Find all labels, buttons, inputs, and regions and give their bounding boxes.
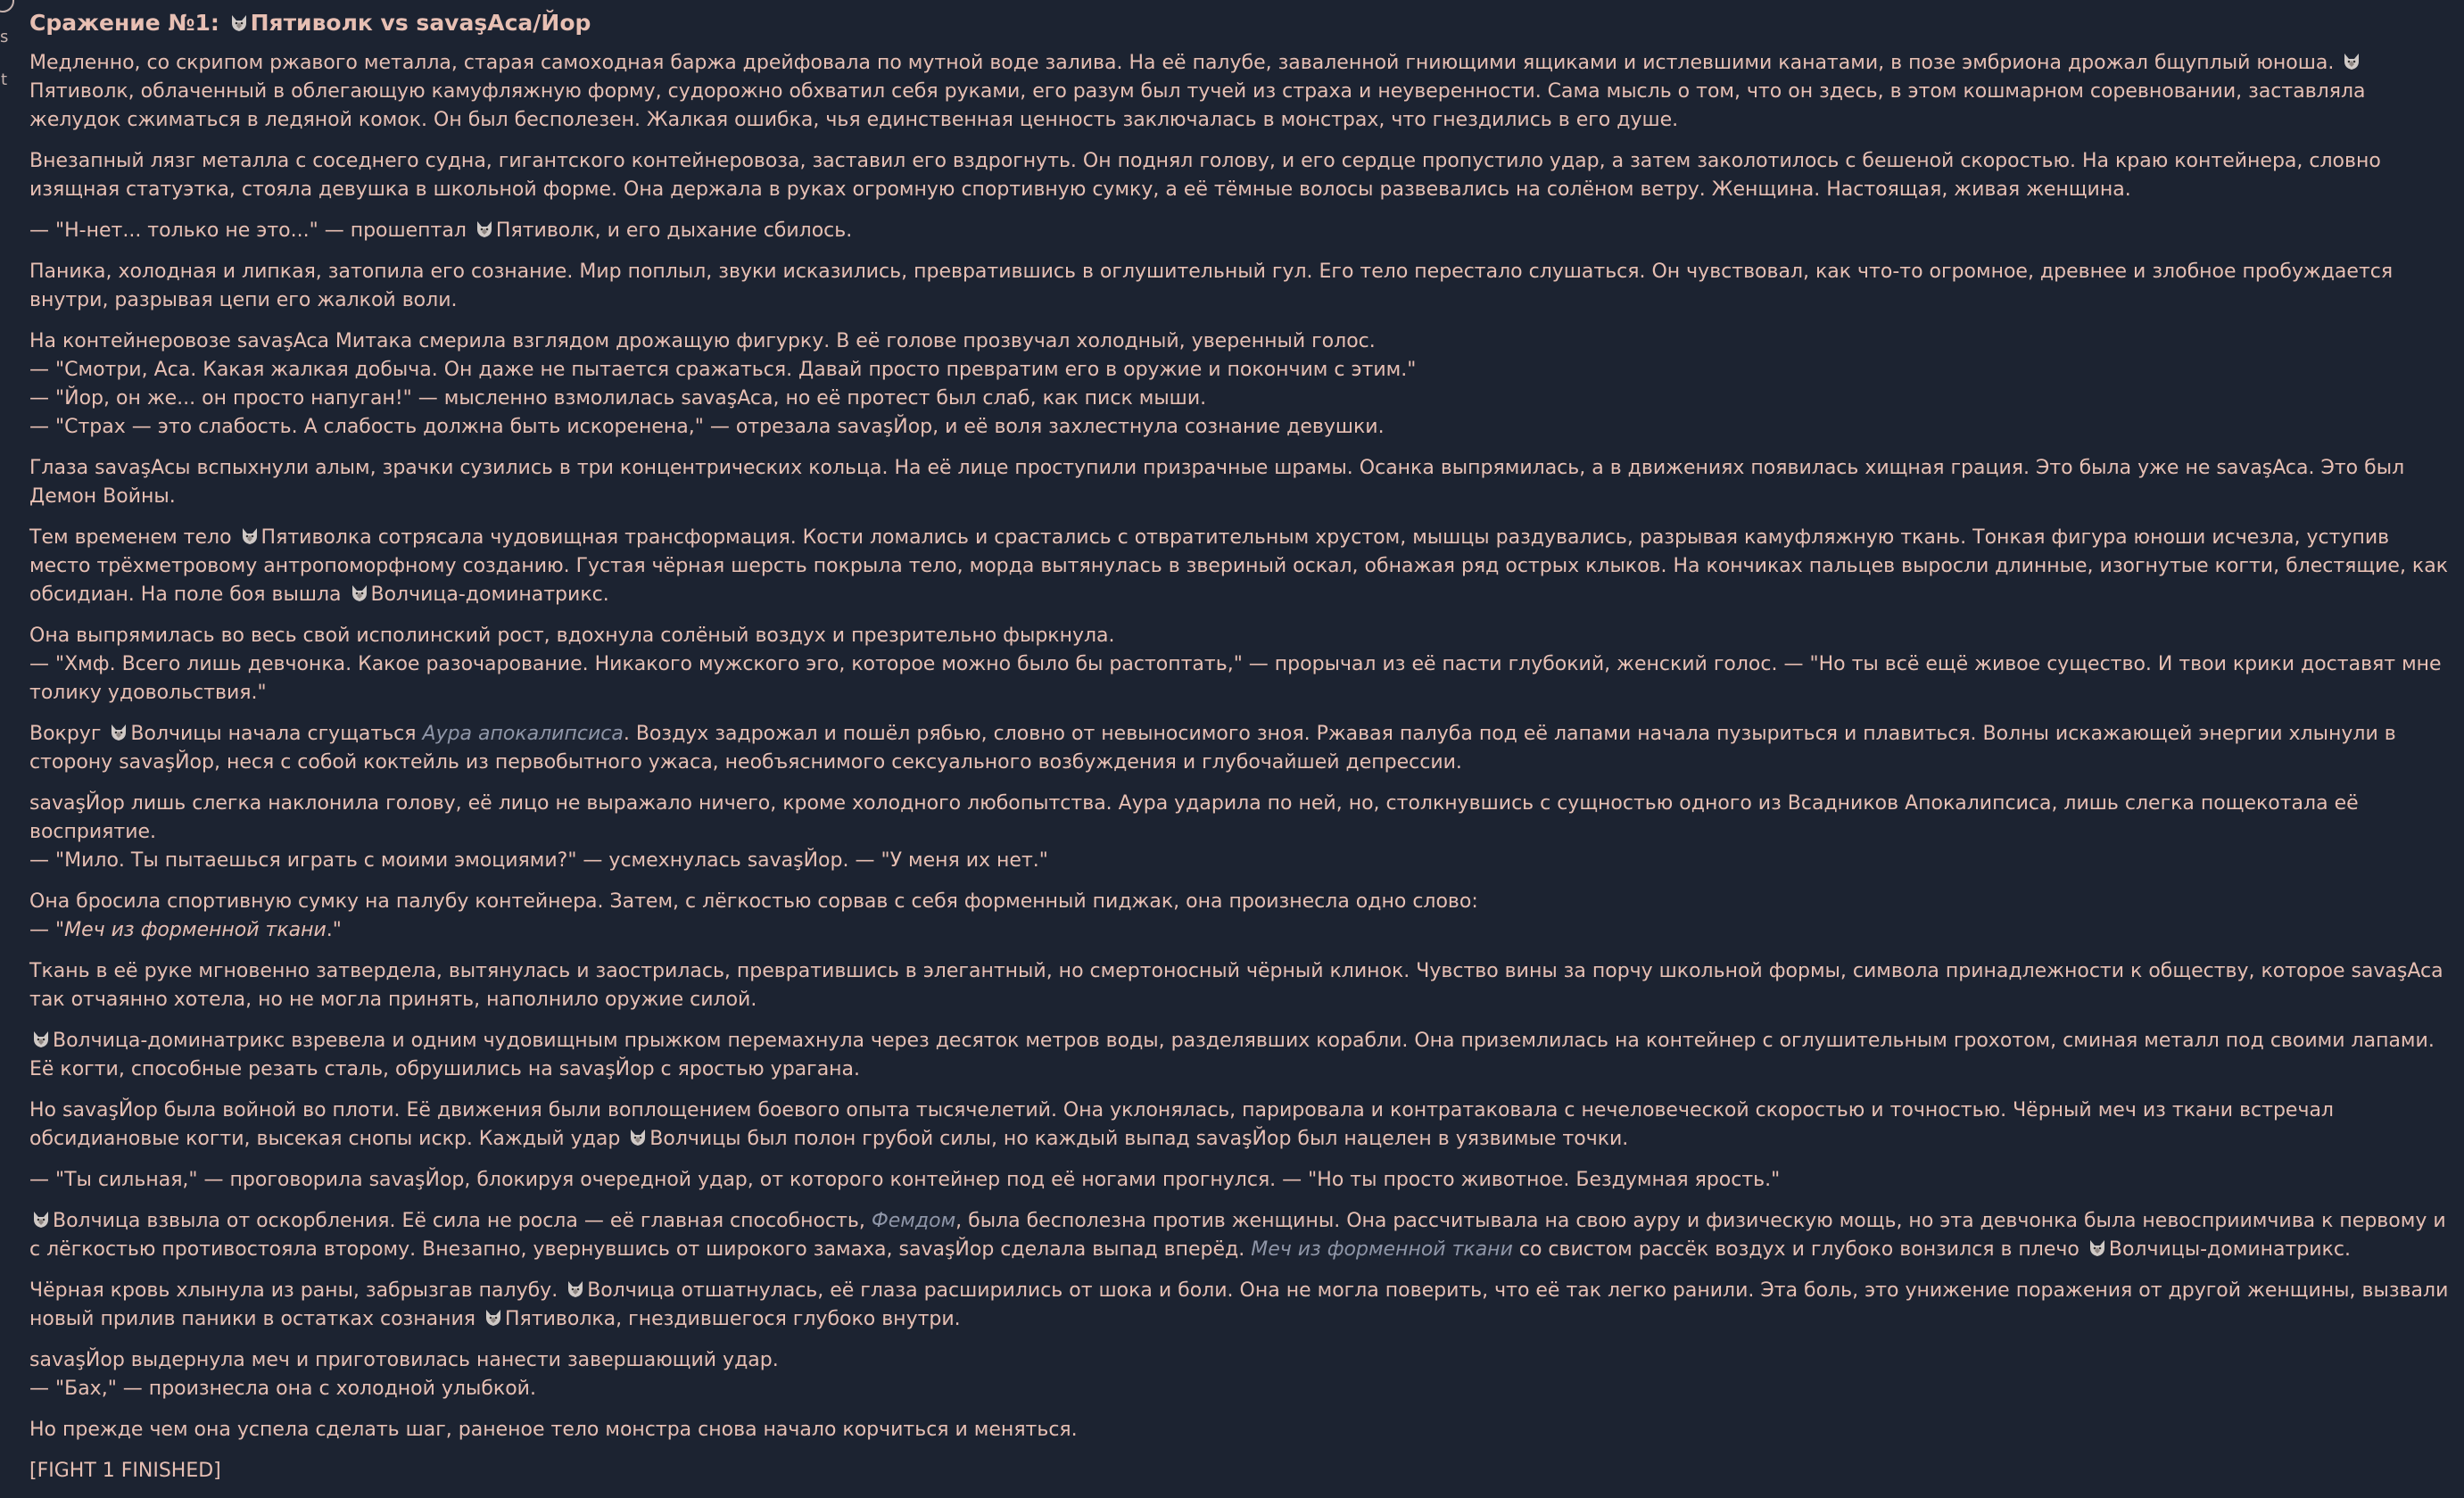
paragraph: Вокруг Волчицы начала сгущаться Аура апокалипсиса. Воздух задрожал и пошёл рябью, словно от невыносимого зноя. Ржавая палуба под её лапами начала пузыриться и плавиться. Волны искажающей энергии хлынули в сторону savaşЙор, неся с собой коктейль из первобытного ужаса, необъяснимого сексуального возбуждения и глубочайшей депрессии.: [29, 723, 2396, 774]
clipped-letter: t: [1, 70, 8, 89]
paragraph: Она выпрямилась во весь свой исполинский рост, вдохнула солёный воздух и презрительно фыркнула. — "Хмф. Всего лишь девчонка. Какое разочарование. Никакого мужского эго, которое можно было бы растоптать," — прорычал из её пасти глубокий, женский голос. — "Но ты всё ещё живое существо. И твои крики доставят мне толику удовольствия.": [29, 625, 2442, 704]
paragraph: Но savaşЙор была войной во плоти. Её движения были воплощением боевого опыта тысячелетий. Она уклонялась, парировала и контратаковала с нечеловеческой скоростью и точностью. Чёрный меч из ткани встречал обсидиановые когти, высекая снопы искр. Каждый удар Волчицы был полон грубой силы, но каждый выпад savaşЙор был нацелен в уязвимые точки.: [29, 1099, 2334, 1150]
paragraph: savaşЙор выдернула меч и приготовилась нанести завершающий удар. — "Бах," — произнесла она с холодной улыбкой.: [29, 1349, 779, 1400]
wolf-icon: [109, 723, 128, 742]
ability-name: Фемдом: [871, 1210, 956, 1232]
wolf-icon: [2342, 52, 2361, 71]
paragraph: Волчица-доминатрикс взревела и одним чудовищным прыжком перемахнула через десяток метров воды, разделявших корабли. Она приземлилась на контейнер с оглушительным грохотом, сминая металл под своими лапами. Её когти, способные резать сталь, обрушились на savaşЙор с яростью урагана.: [29, 1030, 2435, 1080]
paragraph: Тем временем тело Пятиволка сотрясала чудовищная трансформация. Кости ломались и срастались с отвратительным хрустом, мышцы раздувались, разрывая камуфляжную ткань. Тонкая фигура юноши исчезла, уступив место трёхметровому антропоморфному созданию. Густая чёрная шерсть покрыла тело, морда вытянулась в звериный оскал, обнажая ряд острых клыков. На кончиках пальцев выросли длинные, изогнутые когти, блестящие, как обсидиан. На поле боя вышла Волчица-доминатрикс.: [29, 526, 2448, 606]
story-panel: [29, 7, 2452, 1498]
fight-finished-tag: [FIGHT 1 FINISHED]: [29, 1460, 221, 1482]
wolf-icon: [229, 13, 249, 33]
wolf-icon: [475, 219, 494, 239]
ability-name: Аура апокалипсиса: [422, 723, 624, 745]
paragraph: Но прежде чем она успела сделать шаг, раненое тело монстра снова начало корчиться и меняться.: [29, 1419, 1078, 1441]
ability-name: Меч из форменной ткани: [1251, 1238, 1513, 1261]
wolf-icon: [628, 1128, 648, 1147]
clipped-circle-icon: [0, 0, 14, 12]
wolf-icon: [240, 526, 260, 546]
wolf-icon: [31, 1210, 51, 1229]
paragraph: Внезапный лязг металла с соседнего судна, гигантского контейнеровоза, заставил его вздрогнуть. Он поднял голову, и его сердце пропустило удар, а затем заколотилось с бешеной скоростью. На краю контейнера, словно изящная статуэтка, стояла девушка в школьной форме. Она держала в руках огромную спортивную сумку, а её тёмные волосы развевались на солёном ветру. Женщина. Настоящая, живая женщина.: [29, 150, 2381, 201]
paragraph: Чёрная кровь хлынула из раны, забрызгав палубу. Волчица отшатнулась, её глаза расширились от шока и боли. Она не могла поверить, что её так легко ранили. Эта боль, это унижение поражения от другой женщины, вызвали новый прилив паники в остатках сознания Пятиволка, гнездившегося глубоко внутри.: [29, 1279, 2449, 1330]
paragraph: — "Ты сильная," — проговорила savaşЙор, блокируя очередной удар, от которого контейнер под её ногами прогнулся. — "Но ты просто животное. Бездумная ярость.": [29, 1169, 1781, 1191]
paragraph: Паника, холодная и липкая, затопила его сознание. Мир поплыл, звуки исказились, превратившись в оглушительный гул. Его тело перестало слушаться. Он чувствовал, как что-то огромное, древнее и злобное пробуждается внутри, разрывая цепи его жалкой воли.: [29, 261, 2394, 311]
paragraph: Глаза savaşAсы вспыхнули алым, зрачки сузились в три концентрических кольца. На её лице проступили призрачные шрамы. Осанка выпрямилась, а в движениях появилась хищная грация. Это была уже не savaşAca. Это был Демон Войны.: [29, 457, 2405, 508]
fight-title: Сражение №1: Пятиволк vs savaşAca/Йор: [29, 10, 591, 36]
wolf-icon: [31, 1030, 51, 1049]
paragraph: savaşЙор лишь слегка наклонила голову, её лицо не выражало ничего, кроме холодного любопытства. Аура ударила по ней, но, столкнувшись с сущностью одного из Всадников Апокалипсиса, лишь слегка пощекотала её восприятие. — "Мило. Ты пытаешься играть с моими эмоциями?" — усмехнулась savaşЙор. — "У меня их нет.": [29, 792, 2359, 872]
wolf-icon: [484, 1308, 503, 1328]
clipped-letter: s: [0, 28, 9, 46]
paragraph: Она бросила спортивную сумку на палубу контейнера. Затем, с лёгкостью сорвав с себя форменный пиджак, она произнесла одно слово: — "Меч из форменной ткани.": [29, 890, 1478, 941]
paragraph: На контейнеровозе savaşAca Митака смерила взглядом дрожащую фигурку. В её голове прозвучал холодный, уверенный голос. — "Смотри, Аса. Какая жалкая добыча. Он даже не пытается сражаться. Давай просто превратим его в оружие и покончим с этим." — "Йор, он же... он просто напуган!" — мысленно взмолилась savaşAca, но её протест был слаб, как писк мыши. — "Страх — это слабость. А слабость должна быть искоренена," — отрезала savaşЙор, и её воля захлестнула сознание девушки.: [29, 330, 1417, 438]
wolf-icon: [350, 583, 369, 603]
left-edge-clipped-text: [0, 0, 12, 98]
paragraph: Медленно, со скрипом ржавого металла, старая самоходная баржа дрейфовала по мутной воде залива. На её палубе, заваленной гниющими ящиками и истлевшими канатами, в позе эмбриона дрожал бщуплый юноша. Пятиволк, облаченный в облегающую камуфляжную форму, судорожно обхватил себя руками, его разум был тучей из страха и неуверенности. Сама мысль о том, что он здесь, в этом кошмарном соревновании, заставляла желудок сжиматься в ледяной комок. Он был бесполезен. Жалкая ошибка, чья единственная ценность заключалась в монстрах, что гнездились в его душе.: [29, 52, 2366, 131]
paragraph: — "Н-нет... только не это..." — прошептал Пятиволк, и его дыхание сбилось.: [29, 219, 853, 242]
paragraph: Волчица взвыла от оскорбления. Её сила не росла — её главная способность, Фемдом, была бесполезна против женщины. Она рассчитывала на свою ауру и физическую мощь, но эта девчонка была невосприимчива к первому и с лёгкостью противостояла второму. Внезапно, увернувшись от широкого замаха, savaşЙор сделала выпад вперёд. Меч из форменной ткани со свистом рассёк воздух и глубоко вонзился в плечо Волчицы-доминатрикс.: [29, 1210, 2446, 1261]
paragraph: Ткань в её руке мгновенно затвердела, вытянулась и заострилась, превратившись в элегантный, но смертоносный чёрный клинок. Чувство вины за порчу школьной формы, символа принадлежности к обществу, которое savaşAca так отчаянно хотела, но не могла принять, наполнило оружие силой.: [29, 960, 2443, 1011]
wolf-icon: [2088, 1238, 2107, 1258]
wolf-icon: [566, 1279, 585, 1299]
ability-name: Меч из форменной ткани: [64, 919, 327, 941]
